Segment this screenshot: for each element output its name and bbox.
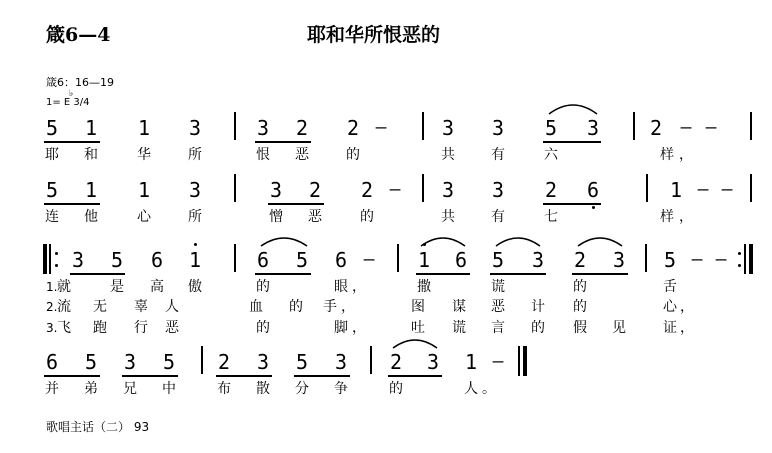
- lyric: 行: [134, 320, 148, 336]
- song-code: 箴6—4: [46, 24, 111, 46]
- scripture-reference: 箴6：16—19: [46, 76, 114, 89]
- lyric: 飞: [57, 320, 71, 336]
- eighth-beam: [44, 203, 100, 205]
- hold-dash: –: [715, 249, 727, 270]
- lyric: 布: [217, 381, 231, 397]
- lyric: 共: [441, 209, 455, 225]
- hold-dash: –: [680, 117, 692, 138]
- note: 3: [188, 116, 202, 140]
- eighth-beam: [294, 375, 350, 377]
- lyric: 的: [389, 381, 403, 397]
- repeat-dot: [738, 264, 741, 267]
- note: 5: [491, 248, 505, 272]
- eighth-beam: [543, 141, 601, 143]
- lyric: 恨: [256, 147, 270, 163]
- lyric: 弟: [84, 381, 98, 397]
- lyric: ，: [680, 320, 694, 336]
- note: 2: [544, 178, 558, 202]
- lyric: 他: [84, 209, 98, 225]
- hold-dash: –: [492, 351, 504, 372]
- lyric: 的: [346, 147, 360, 163]
- note: 5: [295, 248, 309, 272]
- lyric: 样: [660, 209, 674, 225]
- note: 3: [256, 350, 270, 374]
- lyric: 耶: [45, 147, 59, 163]
- lyric: 辜: [134, 299, 148, 315]
- slur: [391, 335, 439, 349]
- lyric: 无: [93, 299, 107, 315]
- lyric: 七: [544, 209, 558, 225]
- eighth-beam: [255, 141, 311, 143]
- lyric: 谋: [452, 299, 466, 315]
- note: 1: [464, 350, 478, 374]
- lyric: 计: [531, 299, 545, 315]
- lyric: 言: [491, 320, 505, 336]
- eighth-beam: [255, 273, 311, 275]
- lyric: 谎: [491, 279, 505, 295]
- verse-number: 3.: [46, 321, 58, 335]
- lyric: 并: [45, 381, 59, 397]
- note: 3: [491, 116, 505, 140]
- song-title: 耶和华所恨恶的: [307, 24, 441, 46]
- barline: [633, 112, 635, 140]
- lyric: 傲: [188, 279, 202, 295]
- final-barline-thick: [523, 346, 527, 376]
- note: 6: [586, 178, 600, 202]
- hold-dash: –: [705, 117, 717, 138]
- lyric: 的: [256, 320, 270, 336]
- note: 3: [71, 248, 85, 272]
- eighth-beam: [388, 375, 442, 377]
- barline: [646, 174, 648, 202]
- repeat-end-thin: [744, 244, 746, 274]
- hold-dash: –: [721, 179, 733, 200]
- lyric: 华: [137, 147, 151, 163]
- lyric: ，: [679, 147, 693, 163]
- note: 6: [454, 248, 468, 272]
- note: 5: [45, 178, 59, 202]
- lyric: ，: [352, 320, 366, 336]
- note: 3: [491, 178, 505, 202]
- octave-dot-low: [592, 206, 595, 209]
- lyric: 中: [162, 381, 176, 397]
- note: 2: [346, 116, 360, 140]
- note: 1: [137, 178, 151, 202]
- lyric: 撒: [417, 279, 431, 295]
- lyric: 所: [188, 147, 202, 163]
- note: 6: [256, 248, 270, 272]
- footer-page: 93: [133, 420, 150, 434]
- lyric: 证: [663, 320, 677, 336]
- lyric: 心: [663, 299, 677, 315]
- repeat-start-thick: [43, 244, 47, 274]
- lyric: 见: [612, 320, 626, 336]
- note: 5: [544, 116, 558, 140]
- slur: [547, 100, 599, 116]
- octave-dot-high: [194, 243, 197, 246]
- lyric: 跑: [93, 320, 107, 336]
- barline: [234, 244, 236, 272]
- slur: [494, 233, 542, 247]
- note: 5: [110, 248, 124, 272]
- lyric: 散: [256, 381, 270, 397]
- lyric: 六: [544, 147, 558, 163]
- note: 1: [417, 248, 431, 272]
- note: 2: [389, 350, 403, 374]
- lyric: 有: [491, 147, 505, 163]
- note: 3: [334, 350, 348, 374]
- note: 6: [150, 248, 164, 272]
- eighth-beam: [122, 375, 178, 377]
- lyric: ，: [680, 299, 694, 315]
- barline: [422, 112, 424, 140]
- note: 5: [45, 116, 59, 140]
- lyric: 眼: [334, 279, 348, 295]
- note: 2: [308, 178, 322, 202]
- hold-dash: –: [363, 249, 375, 270]
- barline: [370, 346, 372, 374]
- note: 2: [360, 178, 374, 202]
- lyric: 脚: [334, 320, 348, 336]
- note: 3: [441, 178, 455, 202]
- lyric: 的: [256, 279, 270, 295]
- hold-dash: –: [697, 179, 709, 200]
- hold-dash: –: [375, 117, 387, 138]
- lyric: 恶: [165, 320, 179, 336]
- hold-dash: –: [389, 179, 401, 200]
- repeat-start-thin: [49, 244, 51, 274]
- slur: [576, 233, 624, 247]
- hold-dash: –: [691, 249, 703, 270]
- barline: [750, 174, 752, 202]
- note: 3: [531, 248, 545, 272]
- barline: [397, 244, 399, 272]
- lyric: 争: [334, 381, 348, 397]
- lyric: 恶: [295, 147, 309, 163]
- lyric: 就: [57, 279, 71, 295]
- lyric: 和: [84, 147, 98, 163]
- eighth-beam: [543, 203, 601, 205]
- lyric: 吐: [411, 320, 425, 336]
- lyric: 手: [323, 299, 337, 315]
- lyric: 兄: [123, 381, 137, 397]
- note: 3: [188, 178, 202, 202]
- eighth-beam: [572, 273, 628, 275]
- repeat-dot: [738, 252, 741, 255]
- barline: [422, 174, 424, 202]
- footer-source: [46, 418, 149, 435]
- note: 2: [573, 248, 587, 272]
- barline: [645, 244, 647, 272]
- lyric: 图: [411, 299, 425, 315]
- note: 1: [188, 248, 202, 272]
- lyric: 连: [45, 209, 59, 225]
- lyric: 共: [441, 147, 455, 163]
- note: 1: [669, 178, 683, 202]
- repeat-dot: [55, 252, 58, 255]
- verse-number: 1.: [46, 280, 58, 294]
- note: 6: [334, 248, 348, 272]
- eighth-beam: [44, 375, 100, 377]
- repeat-dot: [55, 264, 58, 267]
- lyric: 假: [573, 320, 587, 336]
- note: 5: [295, 350, 309, 374]
- note: 6: [45, 350, 59, 374]
- lyric: 谎: [452, 320, 466, 336]
- lyric: 的: [573, 299, 587, 315]
- flat-sign: ♭: [69, 89, 74, 99]
- note: 5: [162, 350, 176, 374]
- eighth-beam: [490, 273, 546, 275]
- lyric: 血: [249, 299, 263, 315]
- eighth-beam: [70, 273, 125, 275]
- key-signature: 1= E 3/4: [46, 97, 90, 108]
- note: 1: [84, 116, 98, 140]
- note: 2: [649, 116, 663, 140]
- lyric: 的: [531, 320, 545, 336]
- lyric: 样: [660, 147, 674, 163]
- eighth-beam: [416, 273, 470, 275]
- lyric: 所: [188, 209, 202, 225]
- barline: [234, 112, 236, 140]
- note: 2: [217, 350, 231, 374]
- note: 3: [256, 116, 270, 140]
- lyric: 是: [110, 279, 124, 295]
- eighth-beam: [268, 203, 324, 205]
- lyric: 的: [573, 279, 587, 295]
- eighth-beam: [216, 375, 272, 377]
- lyric: 的: [360, 209, 374, 225]
- lyric: 。: [482, 381, 496, 397]
- lyric: 憎: [269, 209, 283, 225]
- lyric: 恶: [308, 209, 322, 225]
- barline: [201, 346, 203, 374]
- lyric: 有: [491, 209, 505, 225]
- note: 5: [663, 248, 677, 272]
- verse-number: 2.: [46, 300, 58, 314]
- final-barline-thin: [518, 346, 520, 376]
- eighth-beam: [44, 141, 100, 143]
- lyric: ，: [679, 209, 693, 225]
- note: 3: [269, 178, 283, 202]
- lyric: ，: [341, 299, 355, 315]
- note: 2: [295, 116, 309, 140]
- lyric: 人: [165, 299, 179, 315]
- slur: [419, 233, 467, 247]
- note: 3: [612, 248, 626, 272]
- barline: [750, 112, 752, 140]
- lyric: 人: [464, 381, 478, 397]
- slur: [259, 233, 309, 247]
- note: 1: [137, 116, 151, 140]
- note: 5: [84, 350, 98, 374]
- lyric: 心: [137, 209, 151, 225]
- lyric: 的: [289, 299, 303, 315]
- note: 3: [123, 350, 137, 374]
- barline: [234, 174, 236, 202]
- note: 3: [441, 116, 455, 140]
- lyric: 流: [57, 299, 71, 315]
- lyric: 恶: [491, 299, 505, 315]
- repeat-end-thick: [749, 244, 753, 274]
- lyric: 高: [150, 279, 164, 295]
- note: 1: [84, 178, 98, 202]
- lyric: 舌: [663, 279, 677, 295]
- footer-book: 歌唱主话（二）: [46, 420, 131, 434]
- note: 3: [426, 350, 440, 374]
- note: 3: [586, 116, 600, 140]
- lyric: ，: [352, 279, 366, 295]
- lyric: 分: [295, 381, 309, 397]
